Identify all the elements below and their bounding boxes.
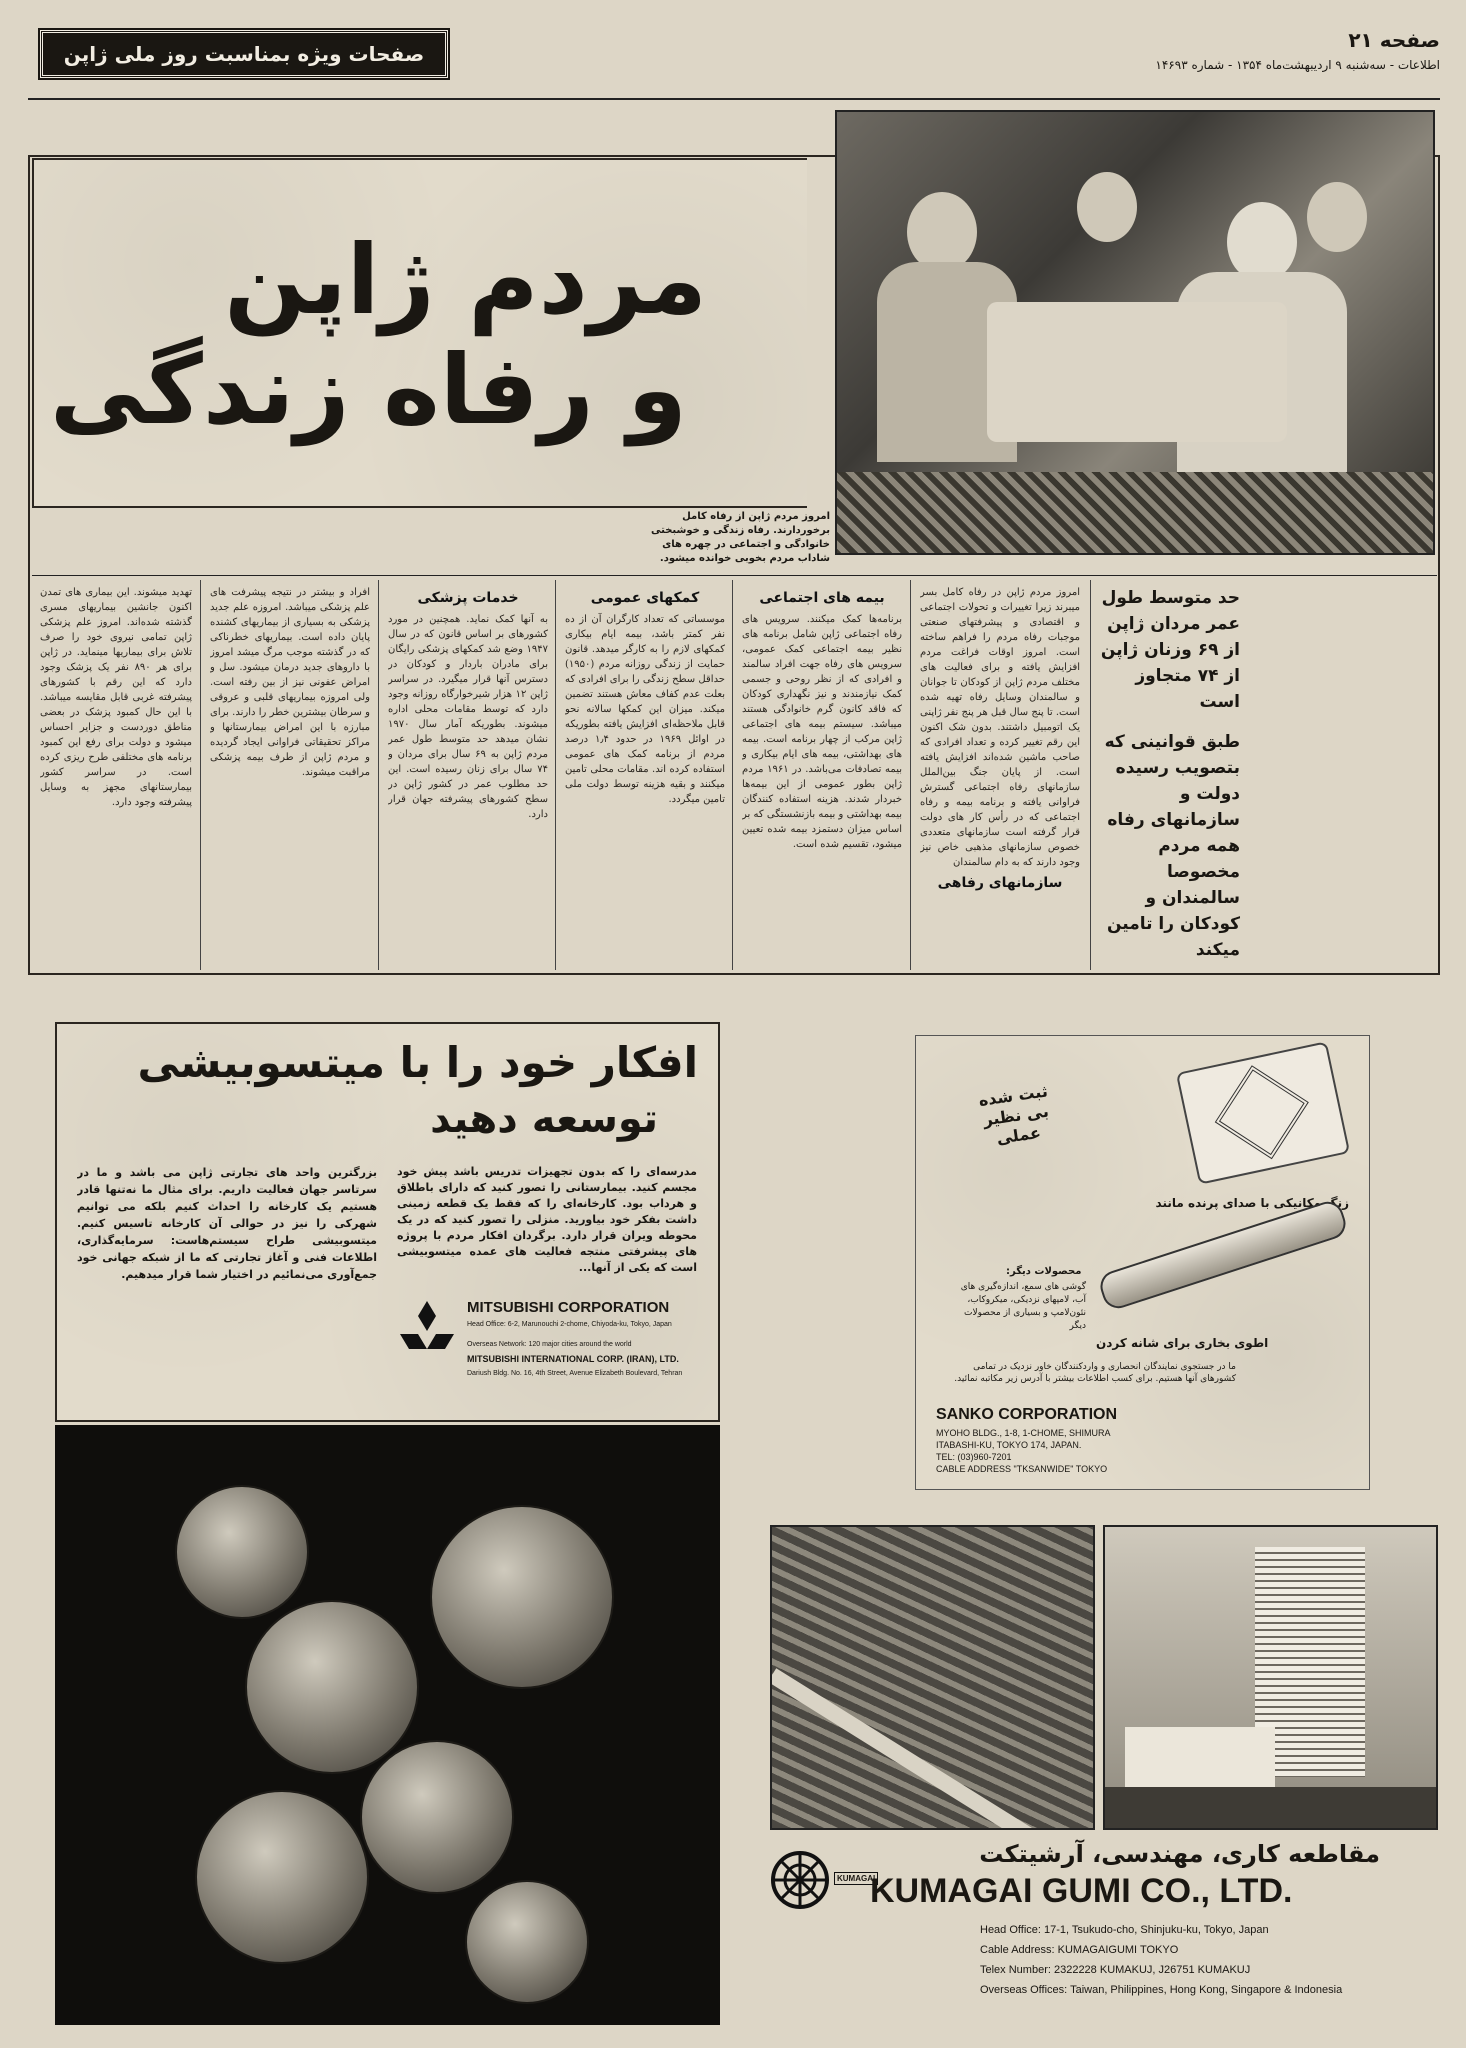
column-rule [910,580,911,970]
photo-caption: امروز مردم ژاپن از رفاه کامل برخوردارند. رفاه زندگی و خوشبختی خانوادگی و اجتماعی در چهره های شاداب مردم بخوبی خوانده میشود. [651,511,830,564]
photo-table [987,302,1287,442]
sanko-badge-line: ثبت شده [977,1081,1049,1110]
column-heading: بیمه های اجتماعی [759,590,885,606]
sanko-address: MYOHO BLDG., 1-8, 1-CHOME, SHIMURA [936,1428,1111,1438]
column-rule [200,580,201,970]
mitsubishi-logo-icon [397,1299,457,1359]
steam-iron-icon [1096,1198,1349,1313]
article-column-4 [388,585,548,965]
sanko-cable: CABLE ADDRESS "TKSANWIDE" TOKYO [936,1464,1108,1474]
photo-figure [907,192,977,272]
mitsubishi-network: Overseas Network: 120 major cities around the world [467,1341,632,1348]
headline-line1: مردم ژاپن [224,224,707,336]
collage-bubble [245,1600,419,1774]
column-rule [378,580,379,970]
page-number: صفحه ۲۱ [1348,28,1440,52]
article-column-2 [742,585,902,965]
mitsubishi-iran-address: Dariush Bldg. No. 16, 4th Street, Avenue Elizabeth Boulevard, Tehran [467,1370,683,1377]
column-text: برنامه‌ها کمک میکنند. سرویس های رفاه اجتماعی ژاپن شامل برنامه های نظیر بیمه اجتماعی کمک عمومی، سرویس های رفاه جهت افراد سالمند و افرادی که از نظر روحی و جسمی کمک نیازمندند و نیز نگهداری کودکان که فاقد کانون گرم خانوادگی هستند میباشد. سیستم بیمه های اجتماعی ژاپن مرکب از چهار برنامه است. بیمه های بهداشتی، بیمه های ایام بیکاری و بیمه تصادفات می‌باشد. در ۱۹۶۱ مردم ژاپن بطور عمومی از این بیمه‌ها خبردار شدند. هزینه استفاده کنندگان بیمه بهداشتی و بیمه بازنشستگی که بر اساس میزان دستمزد بیمه شده تعیین میشود، تقسیم شده است. [742,614,902,850]
mitsubishi-company: MITSUBISHI CORPORATION [467,1299,670,1316]
column-heading: کمکهای عمومی [590,590,700,606]
collage-bubble [195,1790,369,1964]
column-text: موسساتی که تعداد کارگران آن از ده نفر کمتر باشد، بیمه ایام بیکاری کمکهای لازم را به کارگر میدهد. قانون حمایت از زندگی روزانه مردم (۱۹۵۰) حداقل سطح زندگی را برای افرادی که بعلت عدم کفاف معاش هستند تضمین میکند. میزان این کمکها سالانه نحو قابل ملاحظه‌ای افزایش یافته بطوریکه در اوائل ۱۹۶۹ در حدود ۱٫۴ درصد مردم از برنامه کمک های عمومی استفاده کرده اند. مقامات محلی تامین میکنند و بقیه هزینه توسط دولت ملی تامین میگردد. [565,614,725,805]
section-banner-text: صفحات ویژه بمناسبت روز ملی ژاپن [63,42,425,66]
column-rule [555,580,556,970]
kumagai-persian-title: مقاطعه کاری، مهندسی، آرشیتکت [979,1840,1380,1868]
headline-line2: و رفاه زندگی [49,334,687,446]
column-subheading: سازمانهای رفاهی [937,875,1063,891]
sanko-badge-line: بی نظیر [982,1101,1050,1130]
sanko-tel: TEL: (03)960-7201 [936,1452,1012,1462]
mitsubishi-headline: توسعه دهید [430,1096,658,1142]
column-rule [1090,580,1091,970]
article-column-1 [920,585,1080,965]
kumagai-cable: Cable Address: KUMAGAIGUMI TOKYO [980,1944,1179,1956]
mitsubishi-body-right: بزرگترین واحد های تجارتی ژاپن می باشد و ما در سرتاسر جهان فعالیت داریم. برای مثال ما نه‌تنها قادر هستیم یک کارخانه را احداث کنیم بلکه می توانیم شهرکی را نیز در حوالی آن کارخانه تاسیس کنیم. میتسوبیشی طراح سیستم‌هاست: سرمایه‌گذاری، اطلاعات فنی و آغاز تجارتی که ما از شبکه جهانی خود جمع‌آوری می‌نمائیم در اختیار شما قرار میدهیم. [77,1166,377,1281]
photo-figure [1227,202,1297,282]
mitsubishi-head-office: Head Office: 6-2, Marunouchi 2-chome, Chiyoda-ku, Tokyo, Japan [467,1321,672,1328]
section-banner [40,30,448,78]
photo-figure [1307,182,1367,252]
column-text: تهدید میشوند. این بیماری های تمدن اکنون جانشین بیماریهای مسری گذشته شده‌اند. امروز علم پزشکی ژاپن تمامی نیروی خود را صرف تلاش برای بیماریها مینماید. در ژاپن برای هر ۸۹۰ نفر یک پزشک وجود دارد که این رقم با کشورهای پیشرفته غربی قابل مقایسه میباشد. با این حال کمبود پزشک در بعضی مناطق دوردست و جزایر احساس میشود و دولت برای رفع این کمبود برنامه های مختلفی طرح ریزی کرده است. در سراسر کشور بیمارستانهای مجهز به وسایل پیشرفته وجود دارد. [40,587,192,808]
collage-bubble [360,1740,514,1894]
sanko-address: ITABASHI-KU, TOKYO 174, JAPAN. [936,1440,1082,1450]
columns-top-rule [32,575,1437,576]
sidebar-text: حد متوسط طول عمر مردان ژاپن از ۶۹ وزنان ژاپن از ۷۴ متجاوز است [1100,588,1240,712]
kumagai-aerial-photo [770,1525,1095,1830]
column-rule [732,580,733,970]
article-column-5 [210,585,370,965]
mitsubishi-headline: افکار خود را با میتسوبیشی [137,1038,698,1087]
photo-figure [1077,172,1137,242]
sanko-contact-text: ما در جستجوی نمایندگان انحصاری و واردکنندگان خاور نزدیک در تمامی کشورهای آنها هستیم. برای کسب اطلاعات بیشتر با آدرس زیر مکاتبه نمائید. [954,1362,1236,1384]
kumagai-company: KUMAGAI GUMI CO., LTD. [870,1872,1293,1910]
kumagai-telex: Telex Number: 2322228 KUMAKUJ, J26751 KUMAKUJ [980,1964,1251,1976]
mitsubishi-collage [55,1425,720,2025]
sanko-badge-line: عملی [995,1122,1043,1148]
column-text: به آنها کمک نماید. همچنین در مورد کشورهای بر اساس قانون که در سال ۱۹۴۷ وضع شد کمکهای پزشکی رایگان برای مادران باردار و کودکان در دسترس آنها قرار میگیرد. در سراسر ژاپن ۱۲ هزار شیرخوارگاه روزانه وجود دارد که توسط مقامات محلی اداره میشوند. بطوریکه آمار سال ۱۹۷۰ نشان میدهد حد متوسط طول عمر مردم ژاپن به ۶۹ سال برای مردان و ۷۴ سال برای زنان رسیده است. این حد مطلوب عمر در کشور ژاپن در سطح کشورهای پیشرفته جهان قرار دارد. [388,614,548,820]
article-column-3 [565,585,725,965]
sanko-company: SANKO CORPORATION [936,1406,1118,1423]
kumagai-overseas: Overseas Offices: Taiwan, Philippines, Hong Kong, Singapore & Indonesia [980,1984,1343,1996]
column-text: امروز مردم ژاپن در رفاه کامل بسر میبرند زیرا تغییرات و تحولات اجتماعی و اقتصادی و پیشرفتهای صنعتی موجبات رفاه مردم را فراهم ساخته است. امروز اوقات فراغت مردم افزایش یافته و برای فعالیت های مختلف مردم ژاپن از کودکان تا جوانان و سالمندان وسایل رفاه تهیه شده است. تا پنج سال قبل هر پنج نفر ژاپنی یک اتومبیل داشتند. بدون شک اکنون این رقم تغییر کرده و تعداد افرادی که صاحب ماشین شده‌اند افزایش یافته است. از پایان جنگ بین‌الملل سازمانهای رفاه اجتماعی گسترش فراوانی یافته و برنامه بیمه و رفاه اجتماعی که در رأس کار های دولت قرار گرفته است سازمانهای متعددی خصوص سازمانهای مذهبی خاص نیز وجود دارند که به دام سالمندان [920,587,1080,868]
kumagai-building-photo [1103,1525,1438,1830]
highway [770,1668,1082,1830]
ground [1105,1787,1438,1830]
sanko-other-products-title: محصولات دیگر: [1006,1266,1082,1277]
collage-bubble [465,1880,589,2004]
header-rule [28,98,1440,100]
mitsubishi-iran-company: MITSUBISHI INTERNATIONAL CORP. (IRAN), LTD. [467,1354,679,1364]
kumagai-head-office: Head Office: 17-1, Tsukudo-cho, Shinjuku-ku, Tokyo, Japan [980,1924,1269,1936]
kumagai-logo-text: KUMAGAI [834,1872,878,1885]
bell-device-icon [1176,1041,1350,1185]
page-header [1060,28,1440,88]
column-text: افراد و بیشتر در نتیجه پیشرفت های علم پزشکی میباشد. امروزه علم جدید پزشکی به بسیاری از بیماریهای کشنده پایان داده است. بیماریهای خطرناکی که در گذشته موجب مرگ میشد امروز با داروهای جدید درمان میشود. سل و امراض عفونی نیز از بین رفته است. ولی امروزه بیماریهای قلبی و عروقی و سرطان بیشترین خطر را دارند. برای مبارزه با این امراض بیمارستانها و مراکز تحقیقاتی فراوانی ایجاد گردیده و مردم ژاپن از طرف بیمه پزشکی مراقبت میشوند. [210,587,370,778]
sanko-badge [952,1078,1079,1154]
date-line: اطلاعات - سه‌شنبه ۹ اردیبهشت‌ماه ۱۳۵۴ - شماره ۱۴۶۹۳ [1155,58,1440,72]
collage-bubble [175,1485,309,1619]
sanko-other-products: گوشی های سمع، اندازه‌گیری های آب، لامپهای نزدیکی، میکروکاب، نئون‌لامپ و بسیاری از محصولات دیگر [960,1282,1086,1331]
article-sidebar [1100,585,1240,965]
mitsubishi-ad [55,1022,720,1422]
sidebar-text: طبق قوانینی که بتصویب رسیده دولت و سازمانهای رفاه همه مردم مخصوصا سالمندان و کودکان را تامین میکند [1104,732,1240,960]
column-heading: خدمات پزشکی [417,590,519,606]
headline-box [32,158,807,508]
family-photo [835,110,1435,555]
collage-bubble [430,1505,614,1689]
sanko-ad [915,1035,1370,1490]
photo-floor [837,472,1435,555]
kumagai-logo-icon [770,1850,876,1945]
sanko-bell-caption: زنگ مکانیکی با صدای پرنده مانند [1155,1196,1349,1210]
mitsubishi-body-left: مدرسه‌ای را که بدون تجهیزات تدریس باشد پیش خود مجسم کنید. بیمارستانی را تصور کنید که دارای باطلاق و هرداب بود. کارخانه‌ای را که فقط یک قطعه زمینی داشت بفکر خود بیاورید. منزلی را تصور کنید که در یک محوطه ویران قرار دارد. برگردان افکار مردم با پروژه های پیشرفتی منتجه فعالیت های عمده میتسوبیشی است که یکی از آنها... [397,1165,697,1274]
low-building [1125,1727,1275,1787]
kumagai-contact [980,1920,1420,2000]
article-column-6 [40,585,192,965]
sanko-iron-caption: اطوی بخاری برای شانه کردن [1096,1336,1269,1350]
